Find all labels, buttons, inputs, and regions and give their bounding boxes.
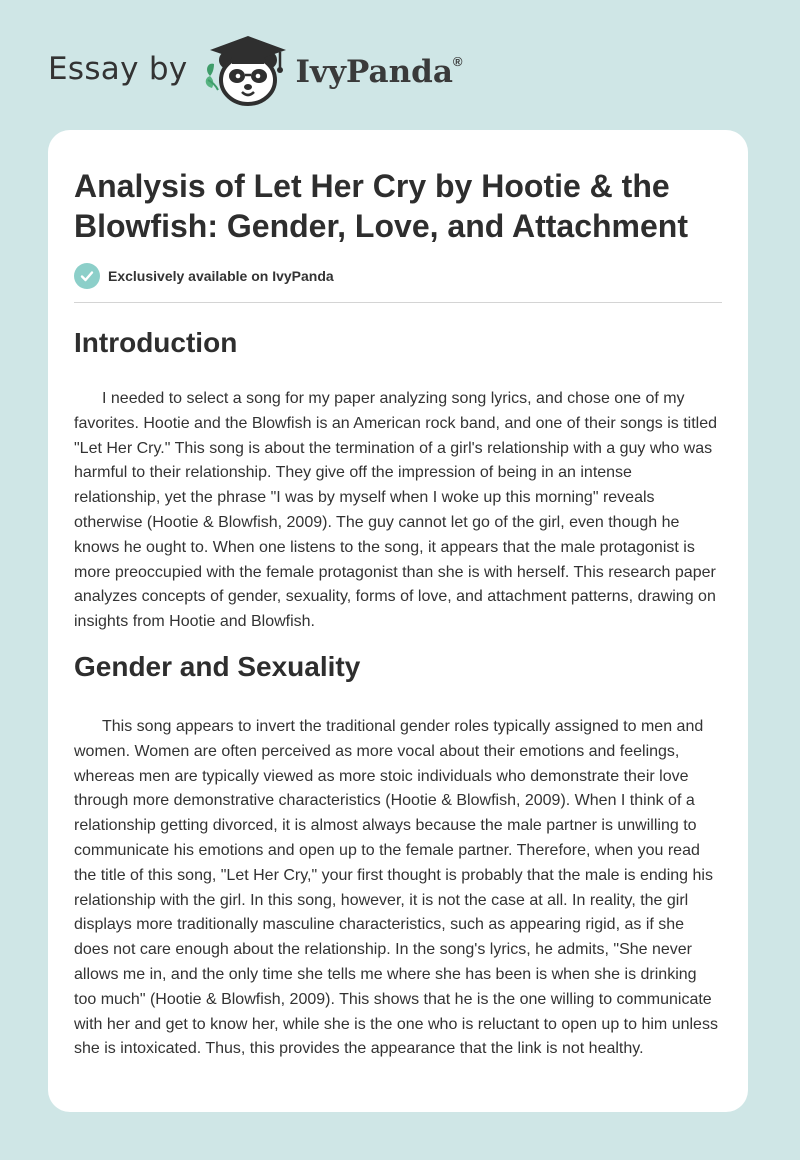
divider bbox=[74, 302, 722, 303]
exclusive-badge bbox=[74, 262, 722, 290]
section-heading: Introduction bbox=[74, 327, 238, 358]
essay-card bbox=[48, 130, 748, 1112]
checkmark-icon bbox=[74, 263, 100, 289]
section-introduction bbox=[74, 326, 722, 635]
essay-title: Analysis of Let Her Cry by Hootie & the Blowfish: Gender, Love, and Attachment bbox=[74, 168, 688, 244]
essay-by-label: Essay by bbox=[48, 51, 188, 87]
exclusive-label: Exclusively available on IvyPanda bbox=[108, 268, 334, 284]
section-heading: Gender and Sexuality bbox=[74, 650, 361, 682]
section-gender-and-sexuality bbox=[74, 650, 722, 1062]
site-header bbox=[48, 30, 463, 110]
section-paragraph: I needed to select a song for my paper analyzing song lyrics, and chose one of my favorites. Hootie and the Blowfish is an American rock band, and one of their songs is titled "Let Her Cry." This song is about the termination of a girl's relationship with a guy who was harmful to their relationship. They give off the impression of being in an intense relationship, yet the phrase "I was by myself when I woke up this morning" reveals otherwise (Hootie & Blowfish, 2009). The guy cannot let go of the girl, even though he knows he ought to. When one listens to the song, it appears that the male protagonist is more preoccupied with the female protagonist than she is with herself. This research paper analyzes concepts of gender, sexuality, forms of love, and attachment patterns, drawing on insights from Hootie and Blowfish. bbox=[74, 390, 718, 631]
ivypanda-logo-icon[interactable] bbox=[202, 30, 294, 110]
registered-mark: ® bbox=[452, 54, 463, 69]
brand-name[interactable]: IvyPanda® bbox=[295, 54, 463, 90]
section-paragraph: This song appears to invert the traditional gender roles typically assigned to men and women. Women are often perceived as more vocal about their emotions and feelings, whereas men are typically viewed as more stoic individuals who demonstrate their love through more demonstrative characteristics (Hootie & Blowfish, 2009). When I think of a relationship getting divorced, it is almost always because the male partner is unwilling to communicate his emotions and open up to the female partner. Therefore, when you read the title of this song, "Let Her Cry," your first thought is probably that the male is ending his relationship with the girl. In this song, however, it is not the case at all. In reality, the girl displays more traditionally masculine characteristics, such as appearing rigid, as if she does not care enough about the relationship. In the song's lyrics, he admits, "She never allows me in, and the only time she tells me where she has been is when she is drinking too much" (Hootie & Blowfish, 2009). This shows that he is the one willing to communicate with her and get to know her, while she is the one who is reluctant to open up to him unless she is intoxicated. Thus, this provides the appearance that the link is not healthy. bbox=[74, 717, 718, 1058]
